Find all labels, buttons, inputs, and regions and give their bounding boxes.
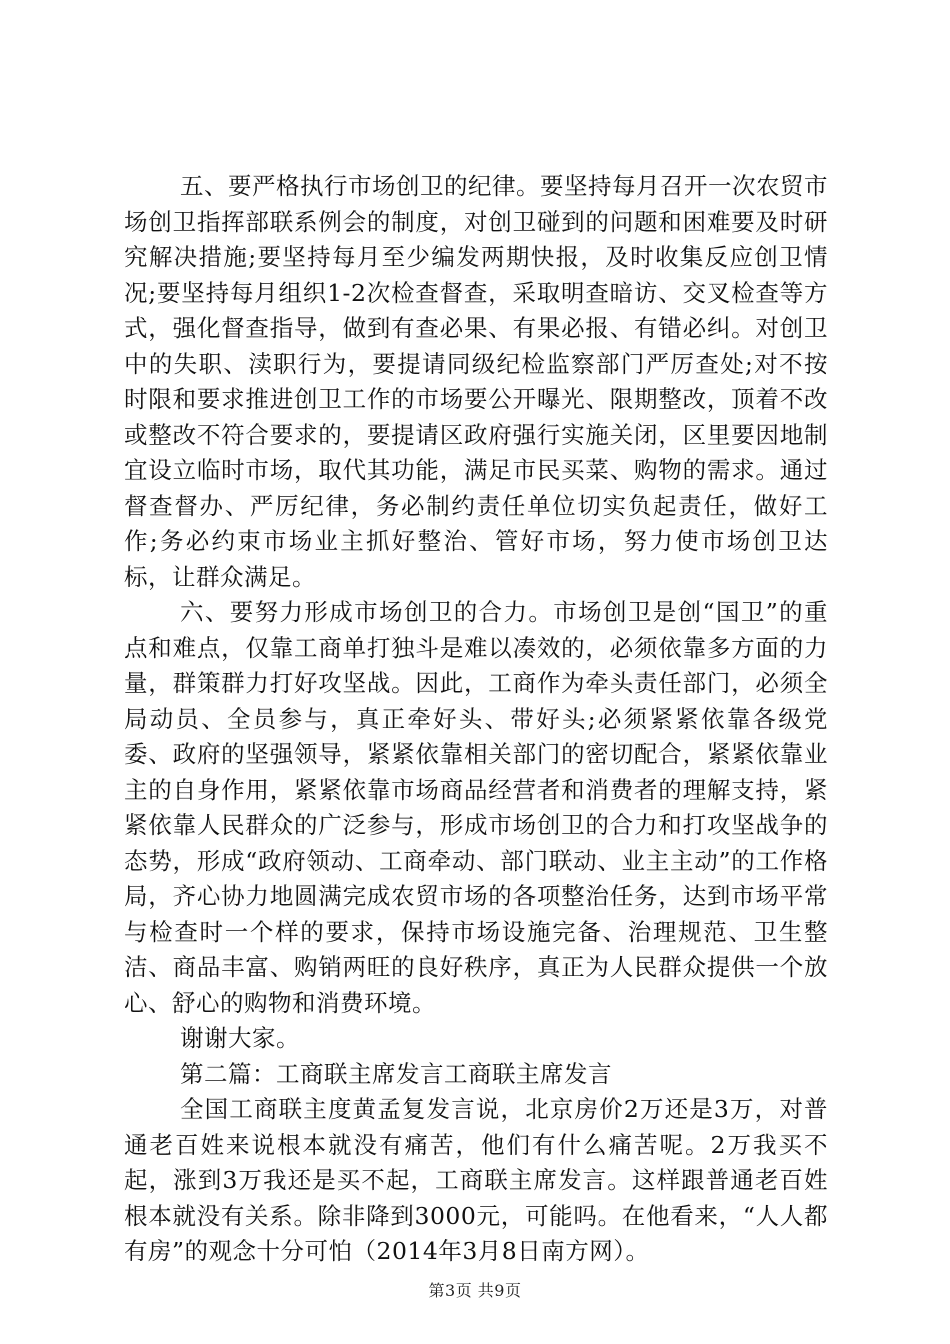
section-paragraph: 全国工商联主度黄孟复发言说，北京房价2万还是3万，对普通老百姓来说根本就没有痛苦，他们有什么痛苦呢。2万我买不起，涨到3万我还是买不起，工商联主席发言。这样跟普通老百姓根本就没有关系。除非降到3000元，可能吗。在他看来，“人人都有房”的观念十分可怕（2014年3月8日南方网）。 — [124, 1095, 828, 1265]
paragraph-six: 六、要努力形成市场创卫的合力。市场创卫是创“国卫”的重点和难点，仅靠工商单打独斗是难以凑效的，必须依靠多方面的力量，群策群力打好攻坚战。因此，工商作为牵头责任部门，必须全局动员、全员参与，真正牵好头、带好头;必须紧紧依靠各级党委、政府的坚强领导，紧紧依靠相关部门的密切配合，紧紧依靠业主的自身作用，紧紧依靠市场商品经营者和消费者的理解支持，紧紧依靠人民群众的广泛参与，形成市场创卫的合力和打攻坚战争的态势，形成“政府领动、工商牵动、部门联动、业主主动”的工作格局，齐心协力地圆满完成农贸市场的各项整治任务，达到市场平常与检查时一个样的要求，保持市场设施完备、治理规范、卫生整洁、商品丰富、购销两旺的良好秩序，真正为人民群众提供一个放心、舒心的购物和消费环境。 — [124, 598, 828, 1017]
paragraph-five: 五、要严格执行市场创卫的纪律。要坚持每月召开一次农贸市场创卫指挥部联系例会的制度，对创卫碰到的问题和困难要及时研究解决措施;要坚持每月至少编发两期快报，及时收集反应创卫情况;要坚持每月组织1-2次检查督查，采取明查暗访、交叉检查等方式，强化督查指导，做到有查必果、有果必报、有错必纠。对创卫中的失职、渎职行为，要提请同级纪检监察部门严厉查处;对不按时限和要求推进创卫工作的市场要公开曝光、限期整改，顶着不改或整改不符合要求的，要提请区政府强行实施关闭，区里要因地制宜设立临时市场，取代其功能，满足市民买菜、购物的需求。通过督查督办、严厉纪律，务必制约责任单位切实负起责任，做好工作;务必约束市场业主抓好整治、管好市场，努力使市场创卫达标，让群众满足。 — [124, 172, 828, 591]
page-footer: 第3页 共9页 — [428, 1281, 522, 1300]
document-body — [124, 169, 828, 1270]
closing-thanks: 谢谢大家。 — [180, 1024, 300, 1052]
section-heading: 第二篇：工商联主席发言工商联主席发言 — [180, 1059, 612, 1088]
